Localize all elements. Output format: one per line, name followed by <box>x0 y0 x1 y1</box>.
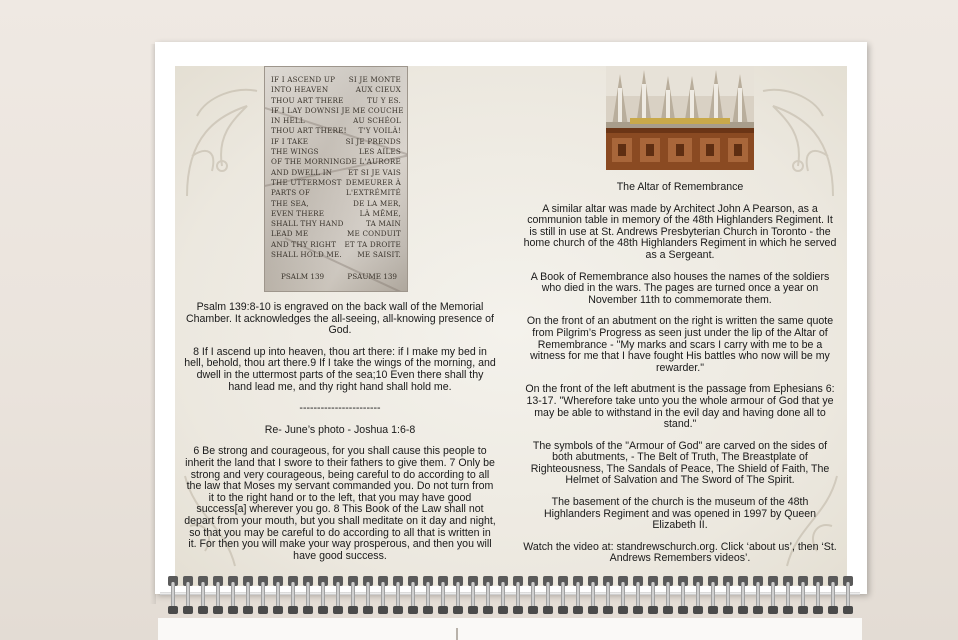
altar-paragraph-pearson: A similar altar was made by Architect John A Pearson, as a communion table in memory of the 48th Highlanders Regiment. It is still in use at St. Andrews Presbyterian Church in Toronto - the home church of the 48th Highlanders Regiment in which he served as a Sergeant. <box>523 202 837 261</box>
altar-paragraph-armour: The symbols of the "Armour of God" are carved on the sides of both abutments, - The Belt of Truth, The Breastplate of Righteousness, The Sandals of Peace, The Shield of Faith, The Helmet of Salvation and The Sword of The Spirit. <box>530 439 830 487</box>
inscription-french: DE L'AURORE <box>345 157 401 167</box>
binding-ring <box>663 572 673 616</box>
binding-ring <box>348 572 358 616</box>
inscription-french: T'Y VOILÀ! <box>358 126 401 136</box>
inscription-french: DE LA MER, <box>353 198 401 208</box>
binding-ring <box>393 572 403 616</box>
binding-ring <box>423 572 433 616</box>
binding-ring <box>438 572 448 616</box>
inscription-row <box>271 75 401 85</box>
inscription-english: THOU ART THERE <box>271 95 344 105</box>
inscription-row <box>271 126 401 136</box>
inscription-english: PARTS OF <box>271 188 311 198</box>
inscription-french: L'EXTRÉMITÉ <box>345 188 401 198</box>
binding-ring <box>168 572 178 616</box>
inscription-english: IF I ASCEND UP <box>271 75 336 84</box>
altar-paragraph-right-abutment: On the front of an abutment on the right is written the same quote from Pilgrim’s Progress as seen just under the lip of the Altar of Remembrance - "My marks and scars I carry with me to be a witness for me that I have fought His battles who now will be my rewarder." <box>526 315 834 374</box>
left-text-column <box>184 302 496 572</box>
inscription-english: IF I LAY DOWN <box>271 105 331 115</box>
inscription-english: AND DWELL IN <box>271 167 333 177</box>
inscription-french: ME CONDUIT <box>346 229 401 239</box>
inscription-french: AUX CIEUX <box>355 85 401 95</box>
binding-ring <box>828 572 838 616</box>
binding-ring <box>693 572 703 616</box>
inscription-english: IF I TAKE <box>271 136 309 146</box>
binding-ring <box>753 572 763 616</box>
binding-ring <box>363 572 373 616</box>
binding-ring <box>588 572 598 616</box>
binding-ring <box>318 572 328 616</box>
inscription-french: SI JE PRENDS <box>345 136 401 146</box>
binding-ring <box>468 572 478 616</box>
inscription-row <box>271 96 401 106</box>
inscription-french: LÀ MÊME, <box>359 208 401 218</box>
inscription-french: AU SCHÉOL <box>353 116 401 126</box>
inscription-english: SHALL HOLD ME. <box>271 250 342 260</box>
altar-paragraph-book: A Book of Remembrance also houses the names of the soldiers who died in the wars. The pages are turned once a year on November 11th to commemorate them. <box>530 270 830 306</box>
altar-title: The Altar of Remembrance <box>616 181 744 193</box>
altar-paragraph-video: Watch the video at: standrewschurch.org. Click ‘about us’, then ‘St. Andrews Remembers videos’. <box>523 540 837 565</box>
inscription-english: THE UTTERMOST <box>271 177 342 187</box>
right-text-column <box>523 182 837 575</box>
divider-line: ----------------------- <box>299 402 381 415</box>
binding-ring <box>198 572 208 616</box>
binding-ring <box>243 572 253 616</box>
flourish-ornament-left-icon <box>177 76 267 206</box>
binding-ring <box>843 572 853 616</box>
binding-ring <box>543 572 553 616</box>
inscription-row <box>271 168 401 178</box>
inscription-row <box>271 116 401 126</box>
inscription-english: LEAD ME <box>271 229 309 239</box>
inscription-row <box>271 188 401 198</box>
calendar-page <box>155 42 867 594</box>
inscription-row <box>271 178 401 188</box>
binding-ring <box>513 572 523 616</box>
psalm-caption: Psalm 139:8-10 is engraved on the back wall of the Memorial Chamber. It acknowledges the all-seeing, all-knowing presence of God. <box>186 301 494 337</box>
inscription-english: OF THE MORNING <box>271 157 346 167</box>
binding-ring <box>183 572 193 616</box>
inscription-row <box>271 219 401 229</box>
binding-ring <box>813 572 823 616</box>
binding-ring <box>498 572 508 616</box>
inscription-french: TA MAIN <box>366 219 401 229</box>
binding-ring <box>723 572 733 616</box>
binding-ring <box>573 572 583 616</box>
altar-paragraph-museum: The basement of the church is the museum of the 48th Highlanders Regiment and was opened in 1997 by Queen Elizabeth II. <box>543 496 817 532</box>
binding-ring <box>618 572 628 616</box>
binding-ring <box>783 572 793 616</box>
inscription-french: SI JE MONTE <box>348 75 401 84</box>
binding-ring <box>528 572 538 616</box>
binding-ring <box>603 572 613 616</box>
inscription-english: INTO HEAVEN <box>271 85 329 95</box>
inscription-french: ET TA DROITE <box>344 239 401 249</box>
content-panel <box>175 66 847 586</box>
psalm-verse-text: 8 If I ascend up into heaven, thou art there: if I make my bed in hell, behold, thou art there.9 If I take the wings of the morning, and dwell in the uttermost parts of the sea;10 Even there shall thy hand lead me, and thy right hand shall hold me. <box>184 345 496 393</box>
inscription-english: SHALL THY HAND <box>271 219 344 229</box>
spiral-binding <box>168 572 858 622</box>
inscription-row <box>271 199 401 209</box>
altar-photo <box>606 66 754 170</box>
altar-paragraph-left-abutment: On the front of the left abutment is the passage from Ephesians 6: 13-17. "Wherefore take unto you the whole armour of God that ye may be able to withstand in the evil day and having done all to stand." <box>525 383 835 431</box>
inscription-english: EVEN THERE <box>271 208 325 218</box>
inscription-french: DEMEURER À <box>345 177 401 187</box>
binding-ring <box>738 572 748 616</box>
inscription-row <box>271 147 401 157</box>
inscription-english: IN HELL <box>271 116 305 126</box>
binding-ring <box>798 572 808 616</box>
inscription-footer-french: PSAUME 139 <box>347 272 397 281</box>
binding-ring <box>483 572 493 616</box>
joshua-reference: Re- June’s photo - Joshua 1:6-8 <box>264 423 416 436</box>
inscription-row <box>271 209 401 219</box>
inscription-row <box>271 85 401 95</box>
binding-ring <box>768 572 778 616</box>
binding-ring <box>453 572 463 616</box>
psalm-inscription-photo <box>264 66 408 292</box>
binding-ring <box>558 572 568 616</box>
binding-ring <box>708 572 718 616</box>
inscription-french: ET SI JE VAIS <box>347 167 401 177</box>
inscription-row <box>271 240 401 250</box>
binding-ring <box>333 572 343 616</box>
inscription-row <box>271 105 404 116</box>
binding-ring <box>633 572 643 616</box>
inscription-english: THE WINGS <box>271 147 319 157</box>
inscription-row <box>271 250 401 260</box>
binding-ring <box>288 572 298 616</box>
inscription-english: AND THY RIGHT <box>271 239 337 249</box>
binding-ring <box>378 572 388 616</box>
binding-ring <box>213 572 223 616</box>
inscription-french: SI JE ME COUCHE <box>330 105 404 115</box>
binding-ring <box>648 572 658 616</box>
hanger-notch <box>456 628 458 640</box>
inscription-row <box>271 157 401 167</box>
inscription-english: THE SEA, <box>271 198 309 208</box>
binding-ring <box>228 572 238 616</box>
inscription-french: TU Y ES. <box>367 95 401 105</box>
binding-ring <box>273 572 283 616</box>
inscription-footer <box>281 272 397 281</box>
joshua-verse-text: 6 Be strong and courageous, for you shall cause this people to inherit the land that I swore to their fathers to give them. 7 Only be strong and very courageous, being careful to do according to all the law that Moses my servant commanded you. Do not turn from it to the right hand or to the left, that you may have good success[a] wherever you go. 8 This Book of the Law shall not depart from your mouth, but you shall meditate on it day and night, so that you may be careful to do according to all that is written in it. For then you will make your way prosperous, and then you will have good success. <box>184 445 496 562</box>
inscription-english: THOU ART THERE! <box>271 126 347 136</box>
inscription-french: ME SAISIT. <box>357 250 401 260</box>
binding-ring <box>408 572 418 616</box>
inscription-row <box>271 229 401 239</box>
altar-illustration-icon <box>606 66 754 170</box>
inscription-text <box>271 75 404 260</box>
inscription-french: LES AILES <box>358 147 401 157</box>
binding-ring <box>303 572 313 616</box>
binding-ring <box>258 572 268 616</box>
inscription-row <box>271 137 401 147</box>
binding-ring <box>678 572 688 616</box>
inscription-footer-english: PSALM 139 <box>281 272 325 281</box>
